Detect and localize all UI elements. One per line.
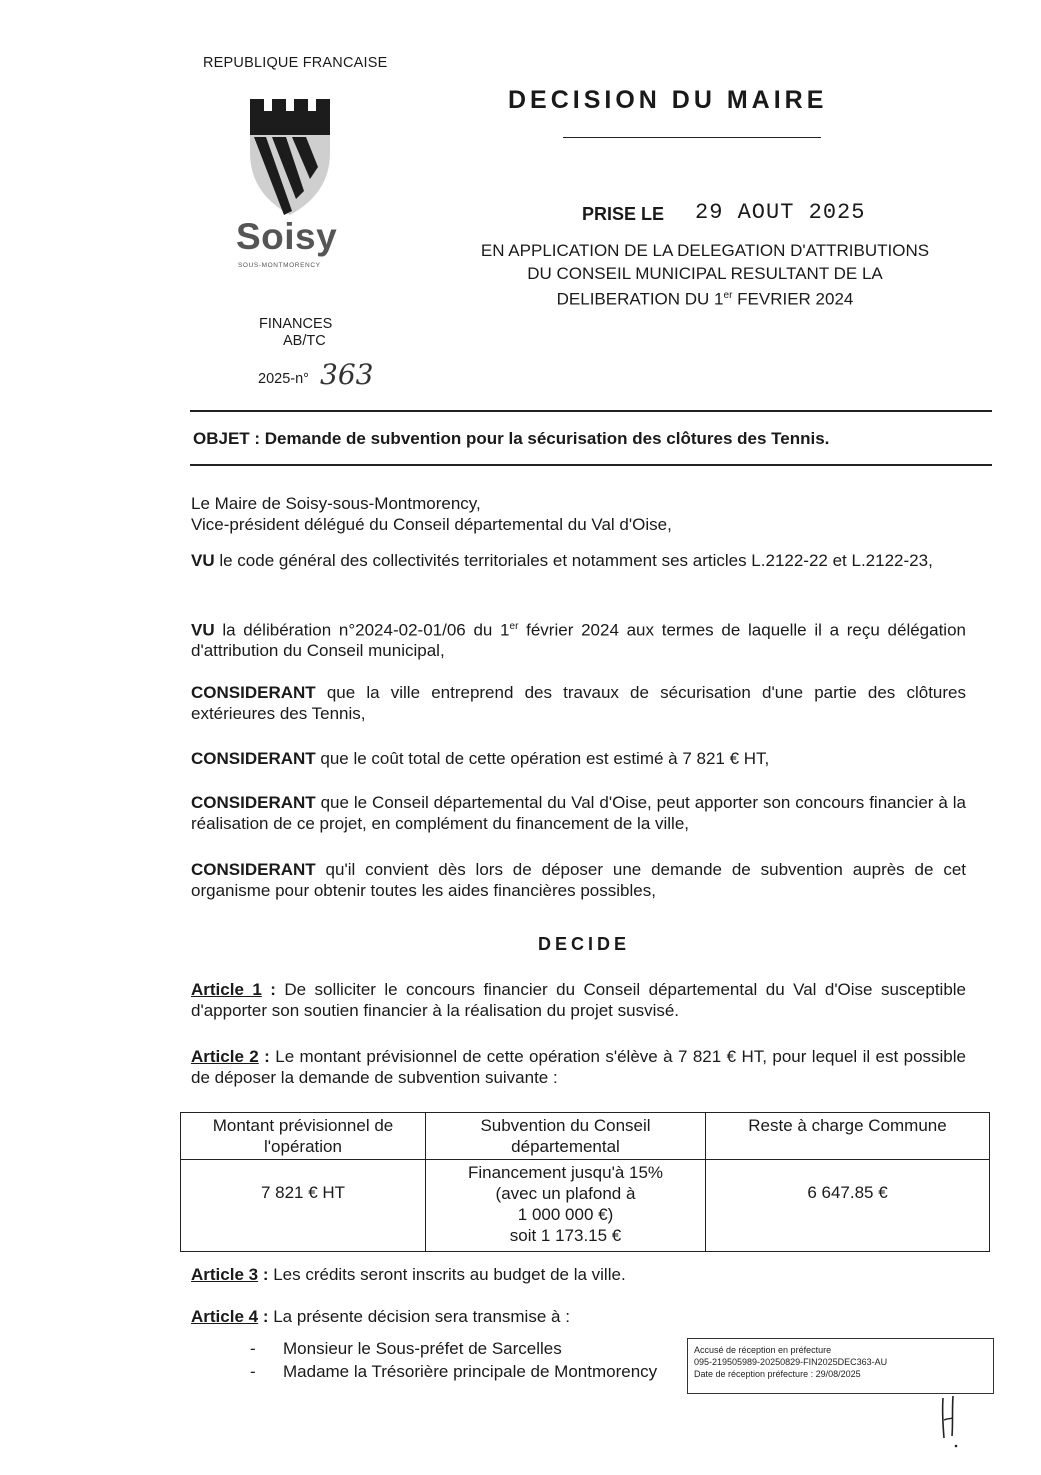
table-header-cell: Montant prévisionnel de l'opération <box>181 1113 426 1160</box>
subvention-table <box>180 1112 990 1252</box>
delegation-text: EN APPLICATION DE LA DELEGATION D'ATTRIBUTIONS DU CONSEIL MUNICIPAL RESULTANT DE LA DELIBERATION DU 1er FEVRIER 2024 <box>480 241 930 309</box>
prise-date-stamp: 29 AOUT 2025 <box>695 200 866 225</box>
prefecture-receipt-stamp: Accusé de réception en préfecture 095-219505989-20250829-FIN2025DEC363-AU Date de réception préfecture : 29/08/2025 <box>687 1338 994 1394</box>
consideration-item: VU le code général des collectivités territoriales et notamment ses articles L.2122-22 et L.2122-23, <box>191 551 933 570</box>
intro-mayor: Le Maire de Soisy-sous-Montmorency, Vice-président délégué du Conseil départemental du Val d'Oise, <box>191 494 672 534</box>
decision-number-prefix: 2025-n° <box>258 371 309 387</box>
recipient-item: - Madame la Trésorière principale de Montmorency <box>250 1362 658 1381</box>
table-cell-subvention: Financement jusqu'à 15% (avec un plafond à 1 000 000 €) soit 1 173.15 € <box>426 1160 706 1252</box>
consideration-item: CONSIDERANT que le coût total de cette opération est estimé à 7 821 € HT, <box>191 749 770 768</box>
recipient-item: - Monsieur le Sous-préfet de Sarcelles <box>250 1339 562 1358</box>
article-4: Article 4 : La présente décision sera transmise à : <box>191 1307 570 1326</box>
decide-heading: DECIDE <box>538 934 631 954</box>
objet-rule-top <box>190 410 992 412</box>
objet-rule-bottom <box>190 464 992 466</box>
logo-wordmark: Soisy <box>236 216 338 257</box>
table-header-cell: Subvention du Conseil départemental <box>426 1113 706 1160</box>
consideration-item: CONSIDERANT qu'il convient dès lors de déposer une demande de subvention auprès de cet organisme pour obtenir toutes les aides financières possibles, <box>191 860 966 900</box>
table-header-cell: Reste à charge Commune <box>706 1113 990 1160</box>
table-row <box>181 1160 990 1252</box>
consideration-item: CONSIDERANT que la ville entreprend des travaux de sécurisation d'une partie des clôtures extérieures des Tennis, <box>191 683 966 723</box>
service-code: AB/TC <box>283 333 326 349</box>
service-label: FINANCES <box>259 316 333 332</box>
consideration-item: VU la délibération n°2024-02-01/06 du 1er février 2024 aux termes de laquelle il a reçu délégation d'attribution du Conseil municipal, <box>191 620 966 661</box>
table-header-row <box>181 1113 990 1160</box>
logo-subtitle: SOUS-MONTMORENCY <box>238 262 321 269</box>
article-1: Article 1 : De solliciter le concours financier du Conseil départemental du Val d'Oise susceptible d'apporter son soutien financier à la réalisation du projet susvisé. <box>191 980 967 1020</box>
title-underline <box>563 137 821 138</box>
article-3: Article 3 : Les crédits seront inscrits au budget de la ville. <box>191 1265 626 1284</box>
table-cell-montant: 7 821 € HT <box>181 1160 426 1252</box>
objet-line: OBJET : Demande de subvention pour la sécurisation des clôtures des Tennis. <box>193 429 830 448</box>
handwritten-initials-signature <box>937 1392 963 1450</box>
consideration-item: CONSIDERANT que le Conseil départemental du Val d'Oise, peut apporter son concours financier à la réalisation de ce projet, en complément du financement de la ville, <box>191 793 966 833</box>
republique-label: REPUBLIQUE FRANCAISE <box>203 55 388 71</box>
decision-number-handwritten: 363 <box>320 358 374 391</box>
article-2: Article 2 : Le montant prévisionnel de cette opération s'élève à 7 821 € HT, pour lequel il est possible de déposer la demande de subvention suivante : <box>191 1047 966 1087</box>
table-cell-reste: 6 647.85 € <box>706 1160 990 1252</box>
prise-label: PRISE LE <box>582 204 665 224</box>
page-title: DECISION DU MAIRE <box>508 86 828 114</box>
